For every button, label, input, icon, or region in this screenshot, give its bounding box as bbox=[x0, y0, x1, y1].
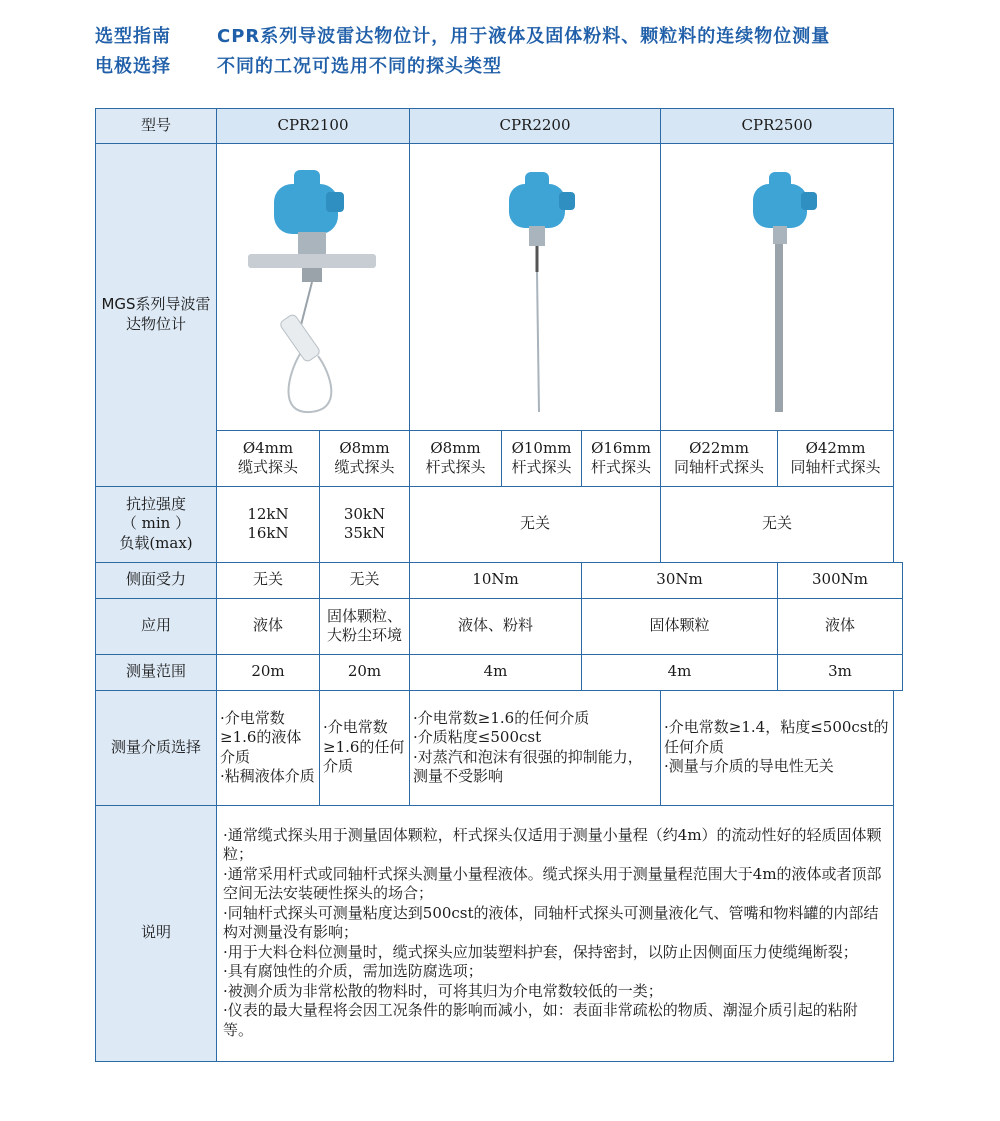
coaxial-probe-icon bbox=[677, 144, 877, 424]
cpr2100-image-cell bbox=[217, 144, 410, 431]
header-text-1: CPR系列导波雷达物位计，用于液体及固体粉料、颗粒料的连续物位测量 bbox=[217, 26, 831, 47]
note-4: ·用于大料仓料位测量时，缆式探头应加装塑料护套，保持密封，以防止因侧面压力使缆绳断裂； bbox=[223, 942, 858, 961]
notes-label: 说明 bbox=[96, 805, 217, 1061]
application-c4: 固体颗粒 bbox=[582, 598, 778, 654]
probe-5: Ø16mm 杆式探头 bbox=[582, 430, 661, 486]
probe-row bbox=[96, 430, 903, 486]
cable-probe-icon bbox=[218, 144, 408, 424]
probe-3: Ø8mm 杆式探头 bbox=[410, 430, 502, 486]
notes-cell bbox=[217, 805, 894, 1061]
tensile-label: 抗拉强度 （ min ） 负载(max) bbox=[96, 486, 217, 562]
note-3: ·同轴杆式探头可测量粘度达到500cst的液体，同轴杆式探头可测量液化气、管嘴和物料罐的内部结构对测量没有影响； bbox=[223, 903, 879, 942]
application-c1: 液体 bbox=[217, 598, 320, 654]
application-label: 应用 bbox=[96, 598, 217, 654]
note-6: ·被测介质为非常松散的物料时，可将其归为介电常数较低的一类； bbox=[223, 981, 663, 1000]
header-key-2: 电极选择 bbox=[95, 56, 171, 77]
tensile-c1: 12kN 16kN bbox=[217, 486, 320, 562]
range-c5: 3m bbox=[778, 654, 903, 690]
application-c3: 液体、粉料 bbox=[410, 598, 582, 654]
lateral-c3: 10Nm bbox=[410, 562, 582, 598]
medium-c4: ·介电常数≥1.4，粘度≤500cst的任何介质 ·测量与介质的导电性无关 bbox=[661, 690, 894, 805]
range-c2: 20m bbox=[320, 654, 410, 690]
application-c2: 固体颗粒、大粉尘环境 bbox=[320, 598, 410, 654]
image-row bbox=[96, 144, 903, 431]
lateral-label: 侧面受力 bbox=[96, 562, 217, 598]
probe-1: Ø4mm 缆式探头 bbox=[217, 430, 320, 486]
rod-probe-icon bbox=[435, 144, 635, 424]
application-c5: 液体 bbox=[778, 598, 903, 654]
note-2: ·通常采用杆式或同轴杆式探头测量小量程液体。缆式探头用于测量量程范围大于4m的液体或者顶部空间无法安装硬性探头的场合； bbox=[223, 864, 882, 903]
header-row-2 bbox=[95, 52, 502, 78]
cpr2500-image-cell bbox=[661, 144, 894, 431]
header-text-2: 不同的工况可选用不同的探头类型 bbox=[217, 56, 502, 77]
product-label: MGS系列导波雷达物位计 bbox=[96, 144, 217, 487]
range-c1: 20m bbox=[217, 654, 320, 690]
model-cpr2200: CPR2200 bbox=[410, 109, 661, 144]
model-row bbox=[96, 109, 903, 144]
lateral-row bbox=[96, 562, 903, 598]
note-1: ·通常缆式探头用于测量固体颗粒，杆式探头仅适用于测量小量程（约4m）的流动性好的轻质固体颗粒； bbox=[223, 825, 882, 864]
header-row-1 bbox=[95, 22, 830, 48]
model-cpr2500: CPR2500 bbox=[661, 109, 894, 144]
lateral-c4: 30Nm bbox=[582, 562, 778, 598]
cpr2200-image-cell bbox=[410, 144, 661, 431]
range-c3: 4m bbox=[410, 654, 582, 690]
tensile-cpr2200: 无关 bbox=[410, 486, 661, 562]
probe-6: Ø22mm 同轴杆式探头 bbox=[661, 430, 778, 486]
tensile-c2: 30kN 35kN bbox=[320, 486, 410, 562]
application-row bbox=[96, 598, 903, 654]
medium-c3: ·介电常数≥1.6的任何介质 ·介质粘度≤500cst ·对蒸汽和泡沫有很强的抑制能力，测量不受影响 bbox=[410, 690, 661, 805]
probe-4: Ø10mm 杆式探头 bbox=[502, 430, 582, 486]
notes-row bbox=[96, 805, 903, 1061]
note-5: ·具有腐蚀性的介质，需加选防腐选项； bbox=[223, 962, 483, 981]
lateral-c1: 无关 bbox=[217, 562, 320, 598]
note-7: ·仪表的最大量程将会因工况条件的影响而减小，如：表面非常疏松的物质、潮湿介质引起的粘附等。 bbox=[223, 1001, 858, 1039]
probe-7: Ø42mm 同轴杆式探头 bbox=[778, 430, 894, 486]
lateral-c5: 300Nm bbox=[778, 562, 903, 598]
range-c4: 4m bbox=[582, 654, 778, 690]
spec-table bbox=[95, 108, 903, 1062]
range-row bbox=[96, 654, 903, 690]
range-label: 测量范围 bbox=[96, 654, 217, 690]
medium-c2: ·介电常数≥1.6的任何介质 bbox=[320, 690, 410, 805]
model-cpr2100: CPR2100 bbox=[217, 109, 410, 144]
header-key-1: 选型指南 bbox=[95, 26, 171, 47]
model-label: 型号 bbox=[96, 109, 217, 144]
tensile-cpr2500: 无关 bbox=[661, 486, 894, 562]
lateral-c2: 无关 bbox=[320, 562, 410, 598]
medium-label: 测量介质选择 bbox=[96, 690, 217, 805]
tensile-row bbox=[96, 486, 903, 562]
medium-row bbox=[96, 690, 903, 805]
probe-2: Ø8mm 缆式探头 bbox=[320, 430, 410, 486]
medium-c1: ·介电常数≥1.6的液体介质 ·粘稠液体介质 bbox=[217, 690, 320, 805]
